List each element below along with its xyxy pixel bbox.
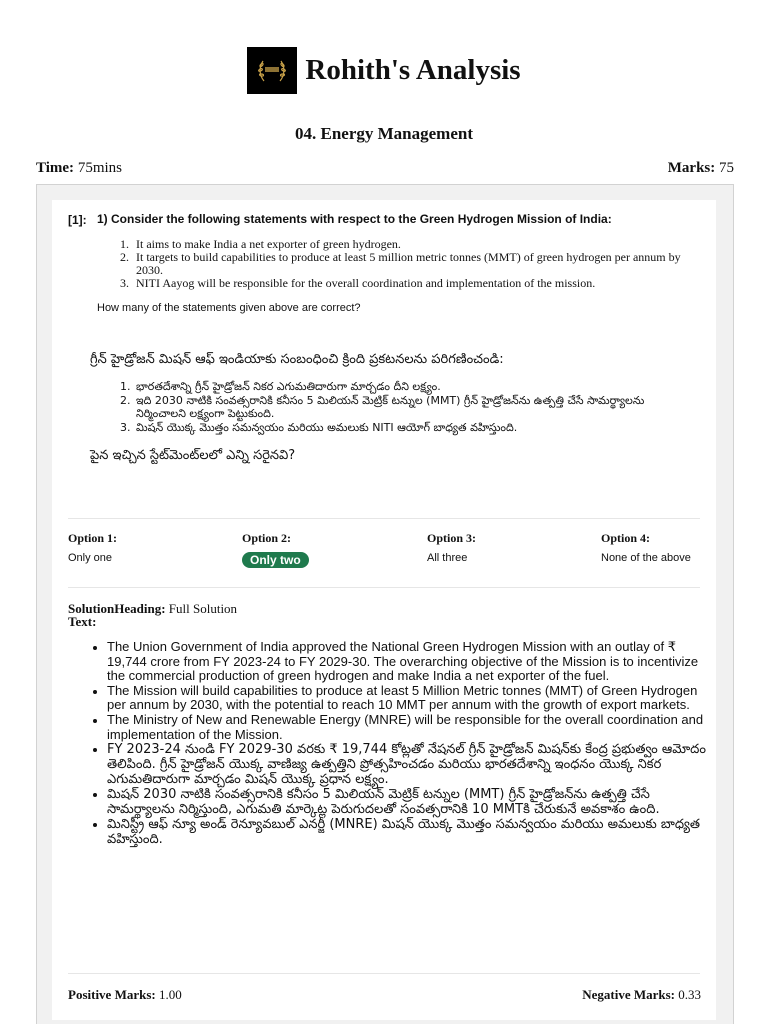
question-heading-telugu: గ్రీన్ హైడ్రోజన్ మిషన్ ఆఫ్ ఇండియాకు సంబంధించి క్రింది ప్రకటనలను పరిగణించండి: xyxy=(90,352,504,367)
negative-marks xyxy=(582,987,701,1003)
negative-marks-value: 0.33 xyxy=(678,987,701,1002)
time-info xyxy=(36,160,122,177)
option-2[interactable] xyxy=(242,531,309,568)
marks-info xyxy=(668,160,734,177)
option-3[interactable] xyxy=(427,531,476,564)
positive-marks-value: 1.00 xyxy=(158,987,182,1002)
correct-option-badge: Only two xyxy=(242,552,309,568)
solution-point: The Ministry of New and Renewable Energy (MNRE) will be responsible for the overall coordination and implementation of the Mission. xyxy=(107,713,707,742)
marks-value: 75 xyxy=(719,160,734,176)
solution-points xyxy=(107,640,707,847)
positive-marks xyxy=(68,987,182,1003)
solution-point-telugu: FY 2023-24 నుండి FY 2029-30 వరకు ₹ 19,744 కోట్లతో నేషనల్ గ్రీన్ హైడ్రోజన్ మిషన్‌కు కేంద్ర ప్రభుత్వం ఆమోదం తెలిపింది. గ్రీన్ హైడ్రోజన్ యొక్క వాణిజ్య ఉత్పత్తిని ప్రోత్సహించడం మరియు భారతదేశాన్ని ఇంధనం యొక్క నికర ఎగుమతిదారుగా మార్చడం మిషన్ యొక్క ప్రధాన లక్ష్యం. xyxy=(107,742,706,788)
question-prompt: How many of the statements given above are correct? xyxy=(97,302,361,314)
statement-item-telugu: 1. భారతదేశాన్ని గ్రీన్ హైడ్రోజన్ నికర ఎగుమతిదారుగా మార్చడం దీని లక్ష్యం. xyxy=(120,380,441,393)
solution-point-telugu: మిషన్ 2030 నాటికి సంవత్సరానికి కనీసం 5 మిలియన్ మెట్రిక్ టన్నుల (MMT) గ్రీన్ హైడ్రోజన్‌ను ఉత్పత్తి చేసే సామర్థ్యాలను నిర్మిస్తుంది, ఎగుమతి మార్కెట్ల పెరుగుదలతో సంవత్సరానికి 10 MMTకి చేరుకునే అవకాశం ఉంది. xyxy=(107,787,707,817)
statement-list-telugu xyxy=(120,380,696,434)
statement-item-telugu: 2. ఇది 2030 నాటికి సంవత్సరానికి కనీసం 5 మిలియన్ మెట్రిక్ టన్నుల (MMT) గ్రీన్ హైడ్రోజన్‌ను ఉత్పత్తి చేసే సామర్థ్యాలను నిర్మించాలని లక్ష్యంగా పెట్టుకుంది. xyxy=(120,393,645,420)
option-label: Option 1: xyxy=(68,531,118,545)
option-label: Option 3: xyxy=(427,531,477,545)
marks-row xyxy=(68,987,701,1003)
meta-row xyxy=(36,160,734,177)
brand-title: Rohith's Analysis xyxy=(305,54,521,86)
option-4[interactable] xyxy=(601,531,691,564)
solution-heading-label: SolutionHeading: xyxy=(68,601,166,616)
solution-text-label: Text: xyxy=(68,614,97,629)
statement-item-telugu: 3. మిషన్ యొక్క మొత్తం సమన్వయం మరియు అమలుకు NITI ఆయోగ్ బాధ్యత వహిస్తుంది. xyxy=(120,420,518,434)
time-label: Time: xyxy=(36,160,75,176)
solution-point-telugu: మినిస్ట్రీ ఆఫ్ న్యూ అండ్ రెన్యూవబుల్ ఎనర్జీ (MNRE) మిషన్ యొక్క మొత్తం సమన్వయం మరియు అమలుకు బాధ్యత వహిస్తుంది. xyxy=(107,817,707,847)
divider xyxy=(68,587,700,588)
subject-title: 04. Energy Management xyxy=(294,124,473,143)
negative-marks-label: Negative Marks: xyxy=(582,987,675,1002)
divider xyxy=(68,518,700,519)
question-prompt-telugu: పైన ఇచ్చిన స్టేట్‌మెంట్‌లలో ఎన్ని సరైనవి? xyxy=(90,448,296,463)
statement-list xyxy=(120,237,696,290)
question-number: [1]: xyxy=(68,213,87,227)
option-label: Option 4: xyxy=(601,531,651,545)
option-1[interactable] xyxy=(68,531,117,564)
positive-marks-label: Positive Marks: xyxy=(68,987,156,1002)
option-value: None of the above xyxy=(601,552,691,564)
solution-heading-value: Full Solution xyxy=(168,601,238,616)
option-value: All three xyxy=(427,552,468,564)
statement-item: 1. It aims to make India a net exporter of green hydrogen. xyxy=(120,237,401,251)
divider xyxy=(68,973,700,974)
marks-label: Marks: xyxy=(667,160,716,176)
question-heading: 1) Consider the following statements with respect to the Green Hydrogen Mission of India: xyxy=(97,212,612,226)
option-label: Option 2: xyxy=(242,531,292,545)
laurel-wreath-logo-icon xyxy=(247,47,297,94)
header xyxy=(0,47,768,94)
statement-item: 3. NITI Aayog will be responsible for the overall coordination and implementation of the mission. xyxy=(120,276,596,290)
option-value: Only one xyxy=(68,552,113,564)
solution-point: The Mission will build capabilities to produce at least 5 Million Metric tonnes (MMT) of Green Hydrogen per annum by 2030, with the potential to reach 10 MMT per annum with the growth of export markets. xyxy=(107,684,707,713)
time-value: 75mins xyxy=(77,160,122,176)
solution-point: The Union Government of India approved the National Green Hydrogen Mission with an outlay of ₹ 19,744 crore from FY 2023-24 to FY 2029-30. The overarching objective of the Mission is to incentivize the commercial production of green hydrogen and make India a net exporter of the fuel. xyxy=(107,640,707,684)
statement-item: 2. It targets to build capabilities to produce at least 5 million metric tonnes (MMT) of green hydrogen per annum by 2030. xyxy=(120,250,681,277)
